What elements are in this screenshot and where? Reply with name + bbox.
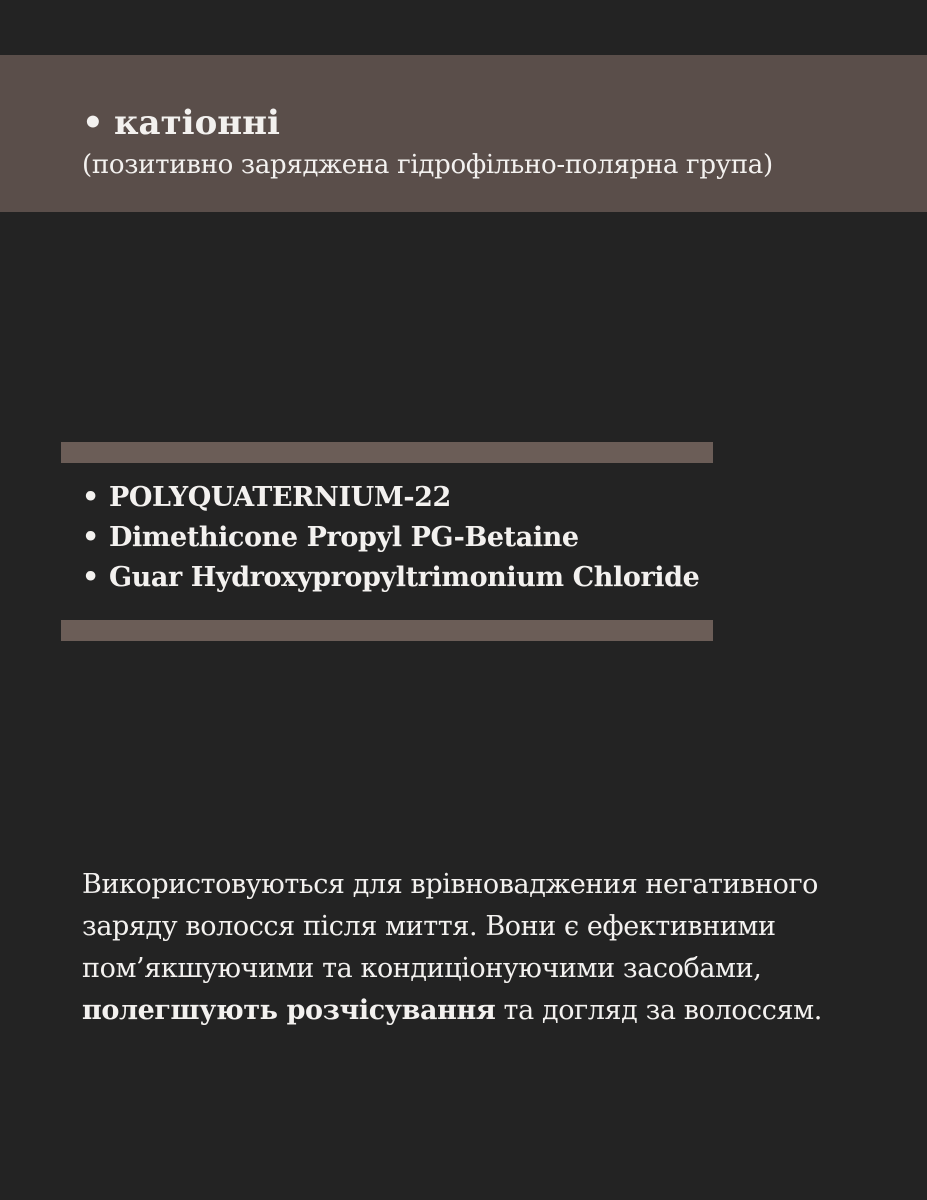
ingredient-item [82, 518, 699, 558]
section-subtitle: (позитивно заряджена гідрофільно-полярна група) [82, 150, 773, 180]
bullet: • [82, 562, 99, 593]
description-line: заряду волосся після миття. Вони є ефективними [82, 911, 776, 942]
divider-bar-bottom [61, 620, 713, 641]
bullet: • [82, 522, 99, 553]
section-title-text: катіонні [114, 103, 280, 143]
bullet: • [82, 482, 99, 513]
description-line [82, 990, 882, 1032]
ingredient-list [82, 478, 699, 598]
ingredient-name: Dimethicone Propyl PG-Betaine [109, 522, 579, 553]
description-line: пом’якшуючими та кондиціонуючими засобами, [82, 953, 762, 984]
divider-bar-top [61, 442, 713, 463]
description-line: Використовуються для врівноваджения негативного [82, 869, 819, 900]
description-emphasis: полегшують розчісування [82, 995, 496, 1026]
ingredient-item [82, 478, 699, 518]
description-line-rest: та догляд за волоссям. [495, 995, 822, 1026]
bullet: • [82, 103, 104, 143]
description-paragraph [82, 864, 882, 1032]
ingredient-item [82, 558, 699, 598]
ingredient-name: POLYQUATERNIUM-22 [109, 482, 451, 513]
section-title [82, 103, 280, 143]
ingredient-name: Guar Hydroxypropyltrimonium Chloride [109, 562, 700, 593]
